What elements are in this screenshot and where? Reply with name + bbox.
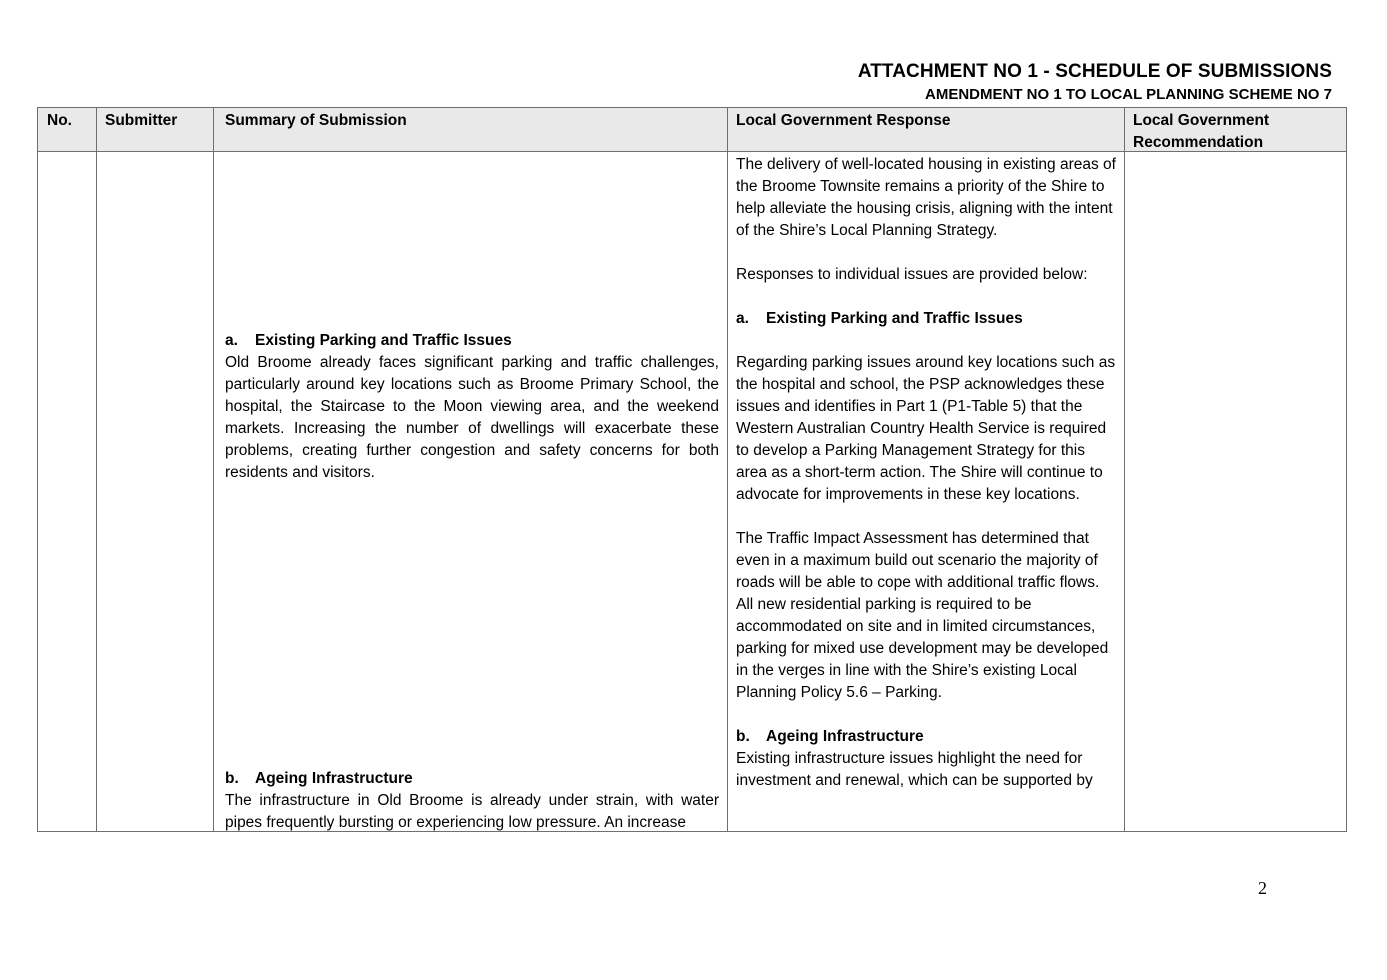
- response-intro-paragraph: The delivery of well-located housing in existing areas of the Broome Townsite remains a priority of the Shire to help alleviate the housing crisis, aligning with the intent of the Shire’s Local Planning Strategy.: [736, 156, 1116, 239]
- summary-item-b-text: The infrastructure in Old Broome is already under strain, with water pipes frequently bursting or experiencing low pressure. An increase: [225, 792, 719, 831]
- item-letter: a.: [736, 310, 749, 327]
- summary-item-heading-a: [225, 330, 719, 352]
- page-number: 2: [1258, 878, 1267, 898]
- submissions-table: [37, 107, 1347, 832]
- summary-item-heading-b: [225, 768, 719, 790]
- column-header-submitter: Submitter: [105, 112, 178, 129]
- column-header-summary: Summary of Submission: [225, 112, 407, 129]
- column-divider: [1124, 108, 1125, 831]
- item-letter: a.: [225, 332, 238, 349]
- response-item-heading-a: [736, 308, 1116, 330]
- response-intro-note: Responses to individual issues are provided below:: [736, 266, 1088, 283]
- document-title: ATTACHMENT NO 1 - SCHEDULE OF SUBMISSIONS: [857, 61, 1332, 82]
- column-divider: [727, 108, 728, 831]
- response-item-b-paragraph: Existing infrastructure issues highlight the need for investment and renewal, which can be supported by: [736, 750, 1093, 789]
- summary-item-a-text: Old Broome already faces significant parking and traffic challenges, particularly around key locations such as Broome Primary School, the hospital, the Staircase to the Moon viewing area, and the weekend markets. Increasing the number of dwellings will exacerbate these problems, creating further congestion and safety concerns for both residents and visitors.: [225, 354, 719, 481]
- item-heading-text: Existing Parking and Traffic Issues: [255, 332, 512, 349]
- response-item-heading-b: [736, 726, 1116, 748]
- column-divider: [213, 108, 214, 831]
- response-cell: [736, 154, 1116, 792]
- item-heading-text: Ageing Infrastructure: [255, 770, 413, 787]
- summary-item-a: [225, 330, 719, 484]
- document-heading: [858, 60, 1332, 104]
- column-header-no: No.: [47, 112, 72, 129]
- column-divider: [96, 108, 97, 831]
- item-heading-text: Ageing Infrastructure: [766, 728, 924, 745]
- document-subtitle: AMENDMENT NO 1 TO LOCAL PLANNING SCHEME NO 7: [925, 86, 1332, 103]
- item-heading-text: Existing Parking and Traffic Issues: [766, 310, 1023, 327]
- item-letter: b.: [225, 770, 239, 787]
- response-item-a-paragraph: The Traffic Impact Assessment has determined that even in a maximum build out scenario the majority of roads will be able to cope with additional traffic flows. All new residential parking is required to be accommodated on site and in limited circumstances, parking for mixed use development may be developed in the verges in line with the Shire’s existing Local Planning Policy 5.6 – Parking.: [736, 530, 1109, 701]
- summary-item-b: [225, 768, 719, 834]
- column-header-response: Local Government Response: [736, 112, 951, 129]
- item-letter: b.: [736, 728, 750, 745]
- column-header-recommendation: Local Government Recommendation: [1133, 112, 1270, 151]
- response-item-a-paragraph: Regarding parking issues around key locations such as the hospital and school, the PSP acknowledges these issues and identifies in Part 1 (P1-Table 5) that the Western Australian Country Health Service is required to develop a Parking Management Strategy for this area as a short-term action. The Shire will continue to advocate for improvements in these key locations.: [736, 354, 1116, 503]
